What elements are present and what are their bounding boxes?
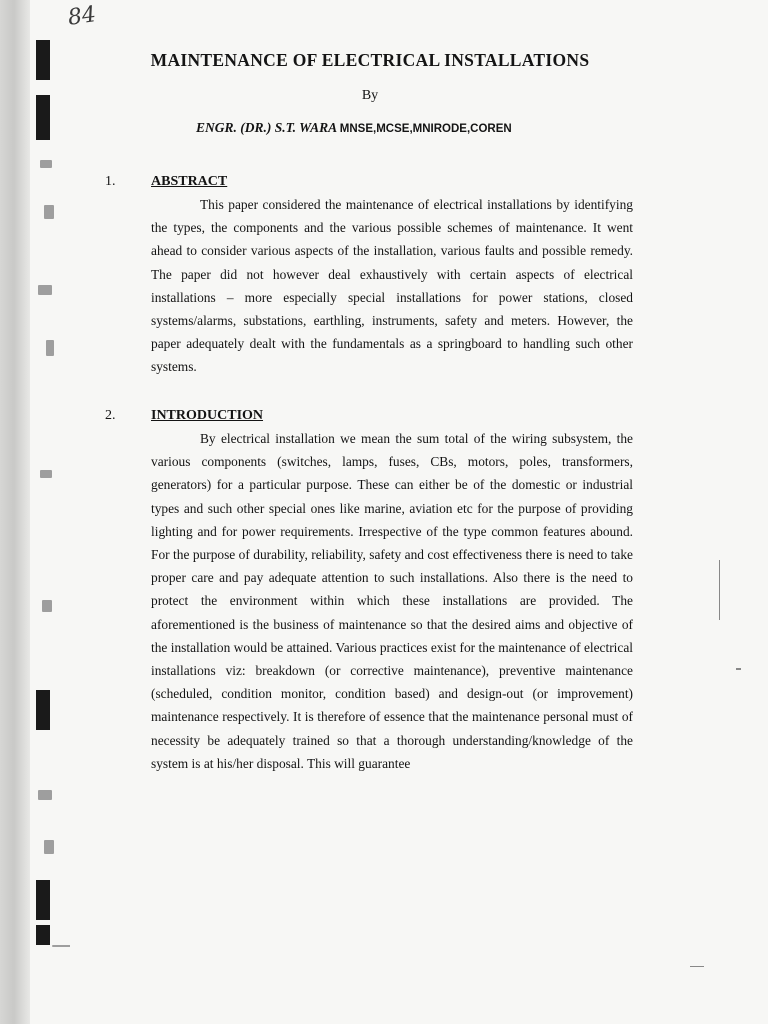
- scan-mark: [719, 560, 720, 620]
- section-heading-introduction: INTRODUCTION: [151, 408, 264, 423]
- binding-hole: [36, 880, 50, 920]
- document-title: MAINTENANCE OF ELECTRICAL INSTALLATIONS: [150, 50, 590, 70]
- scan-noise: [52, 945, 70, 947]
- author-credentials: MNSE,MCSE,MNIRODE,COREN: [339, 123, 512, 135]
- scan-noise: [40, 470, 52, 478]
- abstract-paragraph: This paper considered the maintenance of electrical installations by identifying the types, the components and the various possible schemes of maintenance. It went ahead to consider various aspects of the installation, various faults and possible remedy. The paper did not however deal exhaustively with certain aspects of electrical installations – more especially special installations for power stations, closed systems/alarms, substations, earthling, instruments, safety and meters. However, the paper adequately dealt with the fundamentals as a springboard to handling such other systems.: [151, 197, 633, 375]
- introduction-paragraph: By electrical installation we mean the sum total of the wiring subsystem, the various components (switches, lamps, fuses, CBs, motors, poles, transformers, generators) for a particular purpose. These can either be of the domestic or industrial types and such other special ones like marine, aviation etc for the purpose of providing lighting and for power requirements. Irrespective of the type common features abound. For the purpose of durability, reliability, safety and cost effectiveness there is need to take proper care and pay adequate attention to such installations. Also there is the need to protect the environment within which these installations are provided. The aforementioned is the business of maintenance so that the desired aims and objective of the installation would be attained. Various practices exist for the maintenance of electrical installations viz: breakdown (or corrective maintenance), preventive maintenance (scheduled, condition monitor, condition based) and design-out (or improvement) maintenance respectively. It is therefore of essence that the maintenance personal must of necessity be adequately trained so that a thorough understanding/knowledge of the system is at his/her disposal. This will guarantee: [151, 431, 633, 771]
- binding-hole: [36, 925, 50, 945]
- binding-hole: [36, 690, 50, 730]
- scan-noise: [46, 340, 54, 356]
- section-heading-abstract: ABSTRACT: [151, 174, 228, 189]
- scan-mark: [690, 966, 704, 967]
- by-label: By: [361, 88, 379, 103]
- scan-noise: [38, 790, 52, 800]
- section-number: 1.: [105, 174, 116, 189]
- scan-noise: [42, 600, 52, 612]
- scan-mark: [736, 668, 741, 670]
- scanned-binding-edge: [0, 0, 70, 1024]
- handwritten-page-number: 84: [66, 2, 98, 31]
- section-number: 2.: [105, 408, 116, 423]
- scan-noise: [44, 205, 54, 219]
- binding-shadow: [0, 0, 30, 1024]
- author-line: [196, 120, 512, 136]
- scan-noise: [38, 285, 52, 295]
- scan-noise: [40, 160, 52, 168]
- author-name: ENGR. (DR.) S.T. WARA: [196, 120, 337, 135]
- scan-noise: [44, 840, 54, 854]
